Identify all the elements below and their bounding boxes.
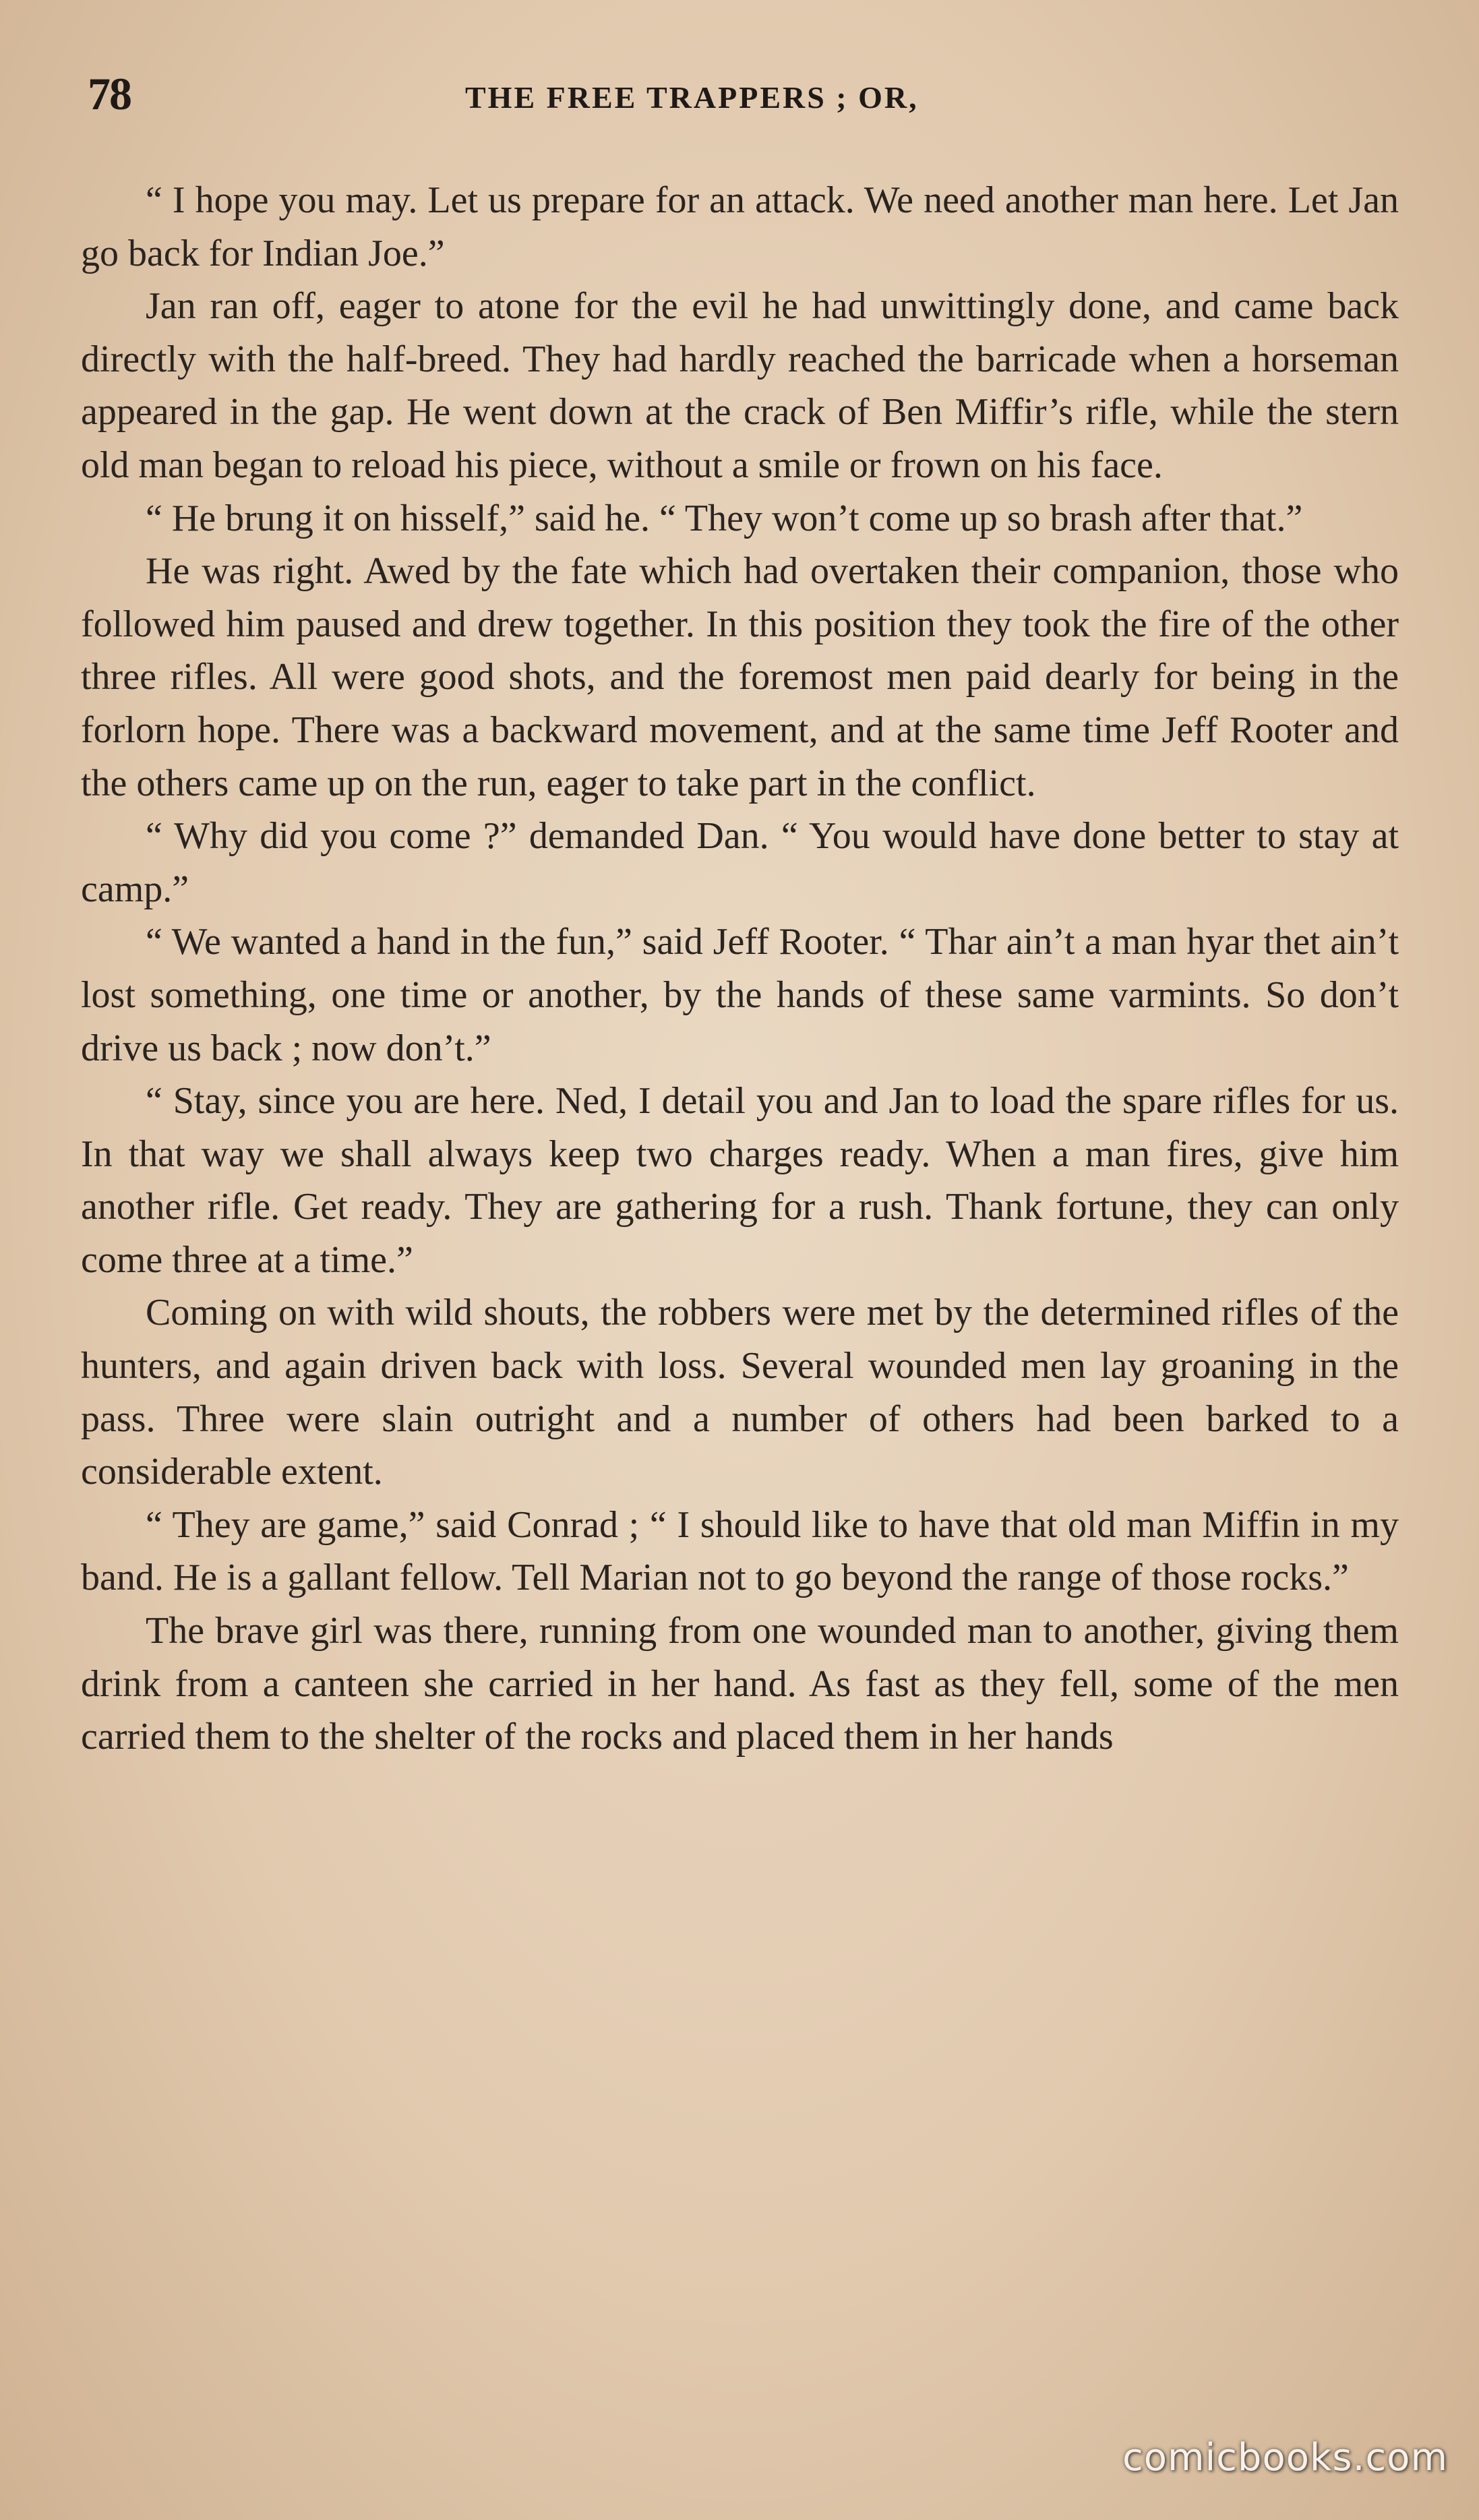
- watermark-text: comicbooks.com: [1122, 2436, 1448, 2480]
- paragraph: “ I hope you may. Let us prepare for an attack. We need another man here. Let Jan go back for Indian Joe.”: [81, 179, 1399, 274]
- paragraph: “ Stay, since you are here. Ned, I detail you and Jan to load the spare rifles for us. In that way we shall always keep two charges ready. When a man fires, give him another rifle. Get ready. They are gathering for a rush. Thank fortune, they can only come three at a time.”: [81, 1080, 1399, 1281]
- paragraph: He was right. Awed by the fate which had overtaken their companion, those who followed him paused and drew together. In this position they took the fire of the other three rifles. All were good shots, and the foremost men paid dearly for being in the forlorn hope. There was a backward movement, and at the same time Jeff Rooter and the others came up on the run, eager to take part in the conflict.: [81, 550, 1399, 804]
- paragraph: “ Why did you come ?” demanded Dan. “ You would have done better to stay at camp.”: [81, 815, 1399, 910]
- body-text: [81, 174, 1399, 1764]
- paragraph: “ They are game,” said Conrad ; “ I should like to have that old man Miffin in my band. He is a gallant fellow. Tell Marian not to go beyond the range of those rocks.”: [81, 1503, 1399, 1599]
- paragraph: “ He brung it on hisself,” said he. “ They won’t come up so brash after that.”: [146, 497, 1303, 539]
- paragraph: Jan ran off, eager to atone for the evil he had unwittingly done, and came back directly with the half-breed. They had hardly reached the barricade when a horseman appeared in the gap. He went down at the crack of Ben Miffir’s rifle, while the stern old man began to reload his piece, without a smile or frown on his face.: [81, 285, 1399, 486]
- page-header: [88, 67, 1398, 128]
- paragraph: “ We wanted a hand in the fun,” said Jeff Rooter. “ Thar ain’t a man hyar thet ain’t lost something, one time or another, by the hands of these same varmints. So don’t drive us back ; now don’t.”: [81, 921, 1399, 1069]
- running-head: THE FREE TRAPPERS ; OR,: [465, 80, 919, 115]
- paragraph: The brave girl was there, running from one wounded man to another, giving them drink from a canteen she carried in her hand. As fast as they fell, some of the men carried them to the shelter of the rocks and placed them in her hands: [81, 1610, 1399, 1758]
- paragraph: Coming on with wild shouts, the robbers were met by the determined rifles of the hunters, and again driven back with loss. Several wounded men lay groaning in the pass. Three were slain outright and a number of others had been barked to a considerable extent.: [81, 1292, 1399, 1493]
- page-number: 78: [88, 68, 131, 119]
